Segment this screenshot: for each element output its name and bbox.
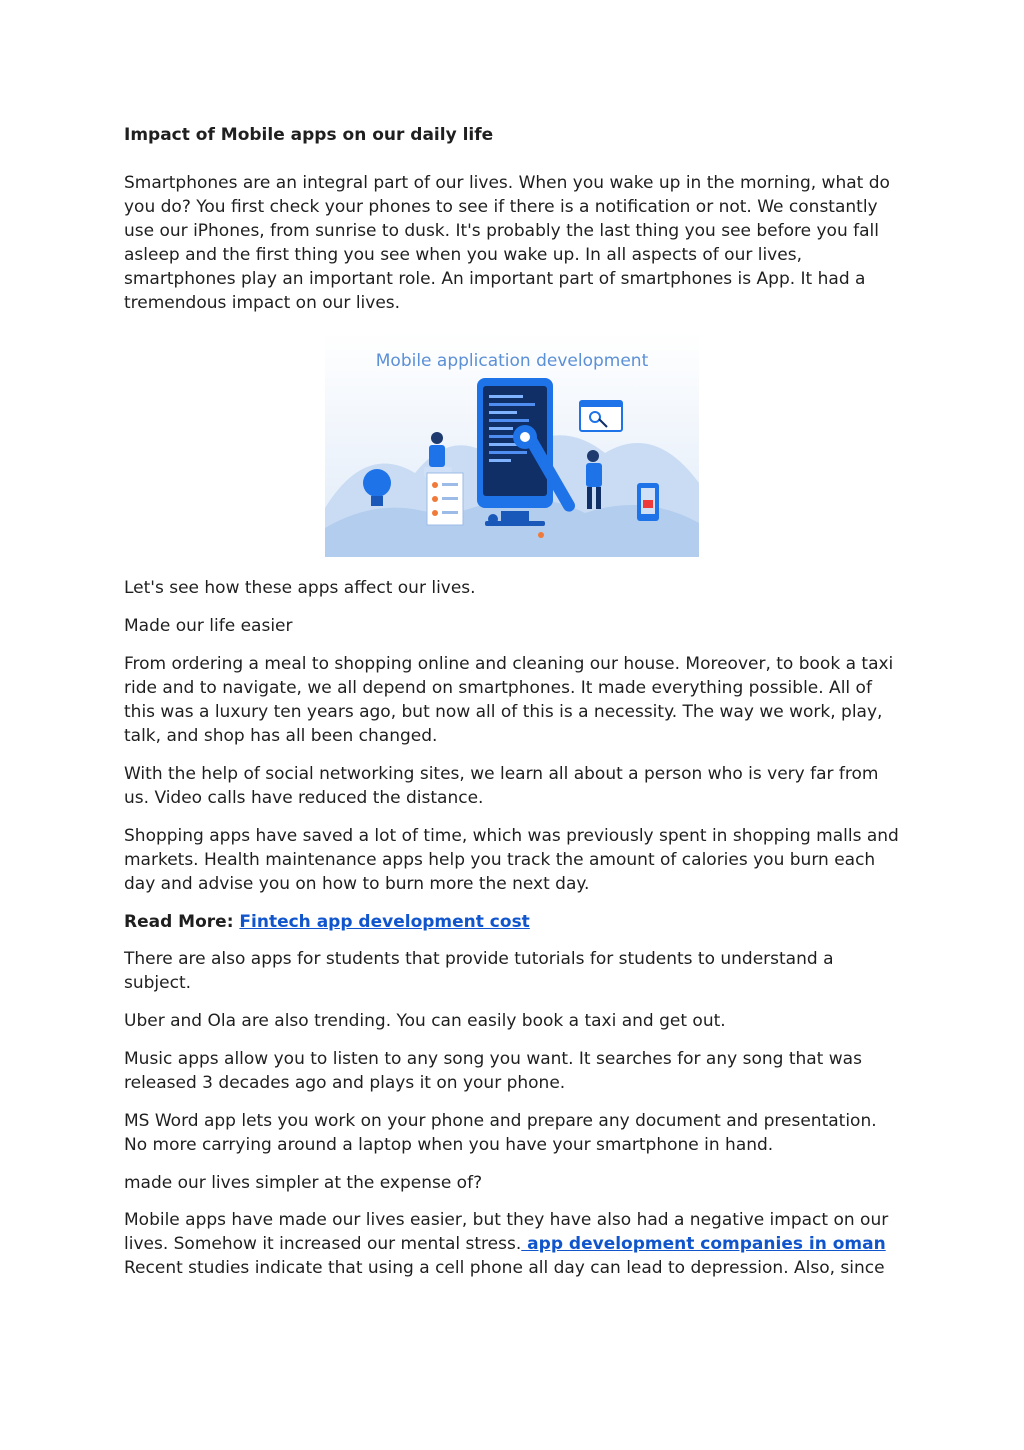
lock-icon [637, 483, 659, 521]
made-easier-paragraph: Made our life easier [124, 616, 293, 636]
social-paragraph: With the help of social networking sites, we learn all about a person who is very far from us. Video calls have reduced the distance. [124, 764, 879, 808]
negative-impact-paragraph [124, 1208, 900, 1280]
lets-see-paragraph: Let's see how these apps affect our lives. [124, 578, 476, 598]
shopping-paragraph: Shopping apps have saved a lot of time, which was previously spent in shopping malls and markets. Health maintenance apps help you track the amount of calories you burn each day and advise you on how to burn more the next day. [124, 826, 899, 894]
negative-text-after: Recent studies indicate that using a cell phone all day can lead to depression. Also, since [124, 1258, 885, 1278]
page-title: Impact of Mobile apps on our daily life [124, 125, 494, 145]
students-paragraph: There are also apps for students that provide tutorials for students to understand a subject. [124, 949, 834, 993]
read-more-line [124, 910, 900, 934]
expense-paragraph: made our lives simpler at the expense of? [124, 1173, 483, 1193]
music-paragraph: Music apps allow you to listen to any song you want. It searches for any song that was released 3 decades ago and plays it on your phone. [124, 1049, 862, 1093]
article-image [325, 333, 699, 557]
image-caption: Mobile application development [375, 351, 649, 371]
ordering-paragraph: From ordering a meal to shopping online and cleaning our house. Moreover, to book a taxi ride and to navigate, we all depend on smartphones. It made everything possible. All of this was a luxury ten years ago, but now all of this is a necessity. The way we work, play, talk, and shop has all been changed. [124, 654, 894, 746]
msword-paragraph: MS Word app lets you work on your phone and prepare any document and presentation. No more carrying around a laptop when you have your smartphone in hand. [124, 1111, 877, 1155]
intro-paragraph: Smartphones are an integral part of our lives. When you wake up in the morning, what do you do? You first check your phones to see if there is a notification or not. We constantly use our iPhones, from sunrise to dusk. It's probably the last thing you see before you fall asleep and the first thing you see when you wake up. In all aspects of our lives, smartphones play an important role. An important part of smartphones is App. It had a tremendous impact on our lives. [124, 173, 890, 313]
oman-link[interactable]: app development companies in oman [521, 1234, 886, 1254]
fintech-link[interactable]: Fintech app development cost [239, 912, 530, 932]
uber-paragraph: Uber and Ola are also trending. You can easily book a taxi and get out. [124, 1011, 726, 1031]
read-more-label: Read More: [124, 912, 240, 932]
negative-text-before: Mobile apps have made our lives easier, but they have also had a negative impact on our lives. Somehow it increased our mental stress. [124, 1210, 889, 1254]
browser-window-icon [580, 401, 622, 431]
